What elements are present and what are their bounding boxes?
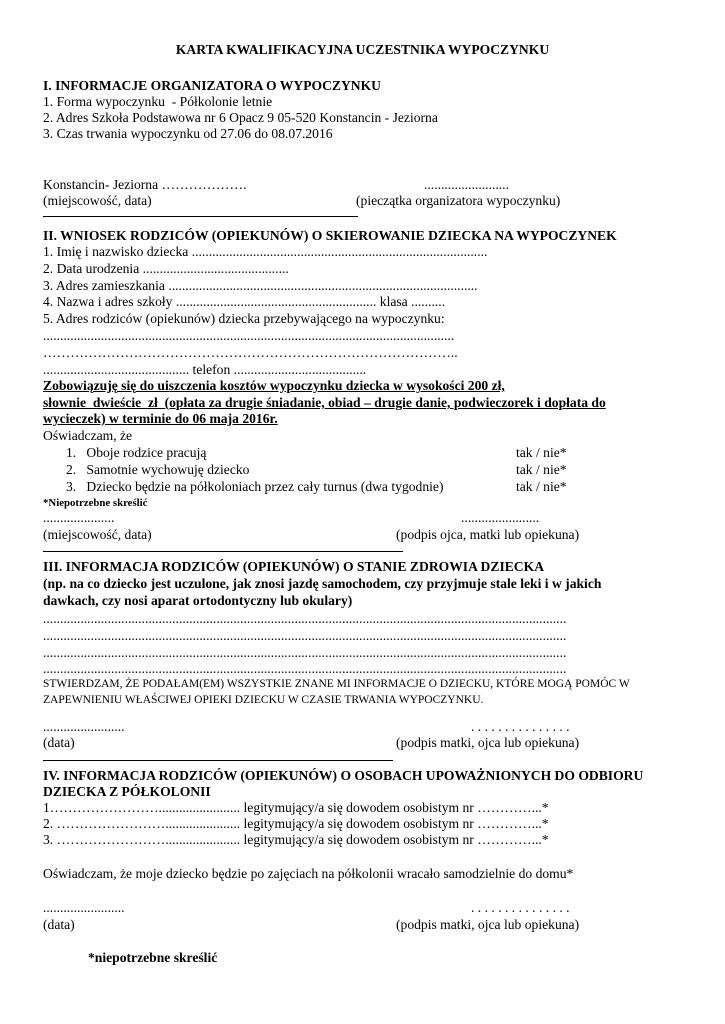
section-1-heading: I. INFORMACJE ORGANIZATORA O WYPOCZYNKU [43, 78, 381, 93]
health-line-4[interactable]: .......................................................................................................................................................... [43, 661, 567, 676]
signature-dots-2: ....................... [461, 510, 540, 525]
section-4-heading-2: DZIECKA Z PÓŁKOLONII [43, 784, 211, 799]
declaration-answer-2[interactable]: tak / nie* [516, 462, 567, 477]
declaration-item-2: 2. Samotnie wychowuję dziecko [66, 462, 250, 477]
statement-line-1: STWIERDZAM, ŻE PODAŁAM(EM) WSZYSTKIE ZNANE MI INFORMACJE O DZIECKU, KTÓRE MOGĄ POMÓC W [43, 678, 630, 690]
stamp-label: (pieczątka organizatora wypoczynku) [356, 193, 561, 208]
declaration-item-3: 3. Dziecko będzie na półkoloniach przez cały turnus (dwa tygodnie) [66, 479, 444, 494]
payment-obligation-2: słownie dwieście zł (opłata za drugie śniadanie, obiad – drugie danie, podwieczorek i dopłata do [43, 395, 606, 410]
birth-date-field[interactable]: 2. Data urodzenia ........................................... [43, 261, 289, 276]
section-2-heading: II. WNIOSEK RODZICÓW (OPIEKUNÓW) O SKIEROWANIE DZIECKA NA WYPOCZYNEK [43, 228, 617, 243]
place-date-dots: Konstancin- Jeziorna ………………. [43, 177, 247, 192]
section-3-heading: III. INFORMACJA RODZICÓW (OPIEKUNÓW) O STANIE ZDROWIA DZIECKA [43, 559, 545, 574]
health-line-2[interactable]: .......................................................................................................................................................... [43, 628, 567, 643]
date-dots-3: ........................ [43, 719, 125, 734]
rest-duration: 3. Czas trwania wypoczynku od 27.06 do 08.07.2016 [43, 126, 333, 141]
footer-note: *niepotrzebne skreślić [88, 950, 218, 965]
divider-1 [43, 216, 358, 217]
parents-address-line-1[interactable]: ......................................................................................................................... [43, 328, 455, 343]
parents-address-label: 5. Adres rodziców (opiekunów) dziecka przebywającego na wypoczynku: [43, 311, 445, 326]
date-label-4: (data) [43, 917, 75, 932]
organizer-address: 2. Adres Szkoła Podstawowa nr 6 Opacz 9 05-520 Konstancin - Jeziorna [43, 110, 438, 125]
declaration-answer-1[interactable]: tak / nie* [516, 445, 567, 460]
health-hint-2: dawkach, czy nosi aparat ortodontyczny lub okulary) [43, 593, 353, 608]
authorized-person-3[interactable]: 3. ……………………...................... legitymujący/a się dowodem osobistym nr …………...* [43, 832, 549, 847]
signature-label-4: (podpis matki, ojca lub opiekuna) [396, 917, 580, 932]
parents-address-line-2[interactable]: ……………………………………………………………………………….. [43, 345, 458, 360]
signature-dots-4: . . . . . . . . . . . . . . . [471, 900, 570, 915]
health-line-1[interactable]: .......................................................................................................................................................... [43, 611, 567, 626]
authorized-person-1[interactable]: 1……………………........................ legitymujący/a się dowodem osobistym nr …………...* [43, 800, 549, 815]
child-name-field[interactable]: 1. Imię i nazwisko dziecka ....................................................................................... [43, 244, 488, 259]
health-hint-1: (np. na co dziecko jest uczulone, jak znosi jazdę samochodem, czy przyjmuje stale leki i w jakich [43, 576, 602, 591]
declaration-label: Oświadczam, że [43, 428, 133, 443]
declaration-answer-3[interactable]: tak / nie* [516, 479, 567, 494]
place-date-label-2: (miejscowość, data) [43, 527, 152, 542]
signature-label-2: (podpis ojca, matki lub opiekuna) [396, 527, 580, 542]
place-date-label: (miejscowość, data) [43, 193, 152, 208]
form-of-rest: 1. Forma wypoczynku - Półkolonie letnie [43, 94, 273, 109]
declaration-item-1: 1. Oboje rodzice pracują [66, 445, 207, 460]
phone-field[interactable]: ........................................... telefon ....................................... [43, 362, 367, 377]
authorized-person-2[interactable]: 2. ……………………...................... legitymujący/a się dowodem osobistym nr …………...* [43, 816, 549, 831]
divider-3 [43, 760, 393, 761]
signature-dots-3: . . . . . . . . . . . . . . . [471, 719, 570, 734]
place-date-dots-2: ..................... [43, 510, 115, 525]
strike-note: *Niepotrzebne skreślić [43, 497, 148, 509]
date-dots-4: ........................ [43, 900, 125, 915]
statement-line-2: ZAPEWNIENIU WŁAŚCIWEJ OPIEKI DZIECKU W CZASIE TRWANIA WYPOCZYNKU. [43, 694, 484, 706]
signature-label-3: (podpis matki, ojca lub opiekuna) [396, 735, 580, 750]
health-line-3[interactable]: .......................................................................................................................................................... [43, 645, 567, 660]
stamp-dots: ......................... [424, 177, 509, 192]
return-alone-declaration: Oświadczam, że moje dziecko będzie po zajęciach na półkolonii wracało samodzielnie do domu* [43, 866, 574, 881]
payment-obligation-3: wycieczek) w terminie do 06 maja 2016r. [43, 411, 278, 426]
divider-2 [43, 551, 403, 552]
home-address-field[interactable]: 3. Adres zamieszkania ........................................................................................... [43, 278, 478, 293]
document-title: KARTA KWALIFIKACYJNA UCZESTNIKA WYPOCZYNKU [175, 42, 550, 57]
payment-obligation-1: Zobowiązuję się do uiszczenia kosztów wypoczynku dziecka w wysokości 200 zł, [43, 378, 505, 393]
section-4-heading-1: IV. INFORMACJA RODZICÓW (OPIEKUNÓW) O OSOBACH UPOWAŻNIONYCH DO ODBIORU [43, 768, 644, 783]
school-field[interactable]: 4. Nazwa i adres szkoły ........................................................... klasa .......... [43, 294, 446, 309]
date-label-3: (data) [43, 735, 75, 750]
